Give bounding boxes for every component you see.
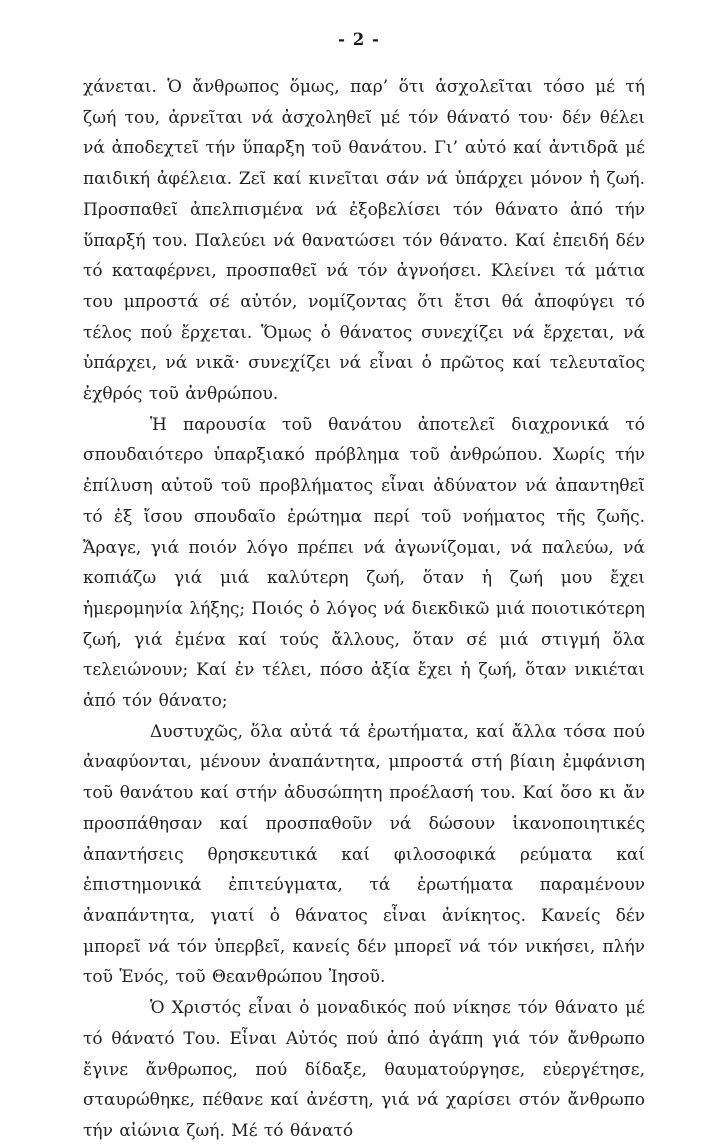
page-body <box>83 72 645 1147</box>
paragraph-3: Δυστυχῶς, ὅλα αὐτά τά ἐρωτήματα, καί ἄλλα τόσα πού ἀναφύονται, μένουν ἀναπάντητα, μπροστά στή βίαιη ἐμφάνιση τοῦ θανάτου καί στήν ἀδυσώπητη προέλασή του. Καί ὅσο κι ἄν προσπάθησαν καί προσπαθοῦν νά δώσουν ἱκανοποιητικές ἀπαντήσεις θρησκευτικά καί φιλοσοφικά ρεύματα καί ἐπιστημονικά ἐπιτεύγματα, τά ἐρωτήματα παραμένουν ἀναπάντητα, γιατί ὁ θάνατος εἶναι ἀνίκητος. Κανείς δέν μπορεῖ νά τόν ὑπερβεῖ, κανείς δέν μπορεῖ νά τόν νικήσει, πλήν τοῦ Ἑνός, τοῦ Θεανθρώπου Ἰησοῦ. <box>83 721 645 988</box>
paragraph-1: χάνεται. Ὁ ἄνθρωπος ὅμως, παρ’ ὅτι ἀσχολεῖται τόσο μέ τή ζωή του, ἀρνεῖται νά ἀσχοληθεῖ μέ τόν θάνατό του· δέν θέλει νά ἀποδεχτεῖ τήν ὕπαρξη τοῦ θανάτου. Γι’ αὐτό καί ἀντιδρᾶ μέ παιδική ἀφέλεια. Ζεῖ καί κινεῖται σάν νά ὑπάρχει μόνον ἡ ζωή. Προσπαθεῖ ἀπελπισμένα νά ἐξοβελίσει τόν θάνατο ἀπό τήν ὕπαρξή του. Παλεύει νά θανατώσει τόν θάνατο. Καί ἐπειδή δέν τό καταφέρνει, προσπαθεῖ νά τόν ἀγνοήσει. Κλείνει τά μάτια του μπροστά σέ αὐτόν, νομίζοντας ὅτι ἔτσι θά ἀποφύγει τό τέλος πού ἔρχεται. Ὅμως ὁ θάνατος συνεχίζει νά ἔρχεται, νά ὑπάρχει, νά νικᾶ· συνεχίζει νά εἶναι ὁ πρῶτος καί τελευταῖος ἐχθρός τοῦ ἀνθρώπου. <box>83 77 645 405</box>
page-number: - 2 - <box>338 30 380 49</box>
paragraph-2: Ἡ παρουσία τοῦ θανάτου ἀποτελεῖ διαχρονικά τό σπουδαιότερο ὑπαρξιακό πρόβλημα τοῦ ἀνθρώπου. Χωρίς τήν ἐπίλυση αὐτοῦ τοῦ προβλήματος εἶναι ἀδύνατον νά ἀπαντηθεῖ τό ἐξ ἴσου σπουδαῖο ἐρώτημα περί τοῦ νοήματος τῆς ζωῆς. Ἄραγε, γιά ποιόν λόγο πρέπει νά ἀγωνίζομαι, νά παλεύω, νά κοπιάζω γιά μιά καλύτερη ζωή, ὅταν ἡ ζωή μου ἔχει ἡμερομηνία λήξης; Ποιός ὁ λόγος νά διεκδικῶ μιά ποιοτικότερη ζωή, γιά ἐμένα καί τούς ἄλλους, ὅταν σέ μιά στιγμή ὅλα τελειώνουν; Καί ἐν τέλει, πόσο ἀξία ἔχει ἡ ζωή, ὅταν νικιέται ἀπό τόν θάνατο; <box>83 414 645 712</box>
paragraph-4: Ὁ Χριστός εἶναι ὁ μοναδικός πού νίκησε τόν θάνατο μέ τό θάνατό Του. Εἶναι Αὐτός πού ἀπό ἀγάπη γιά τόν ἄνθρωπο ἔγινε ἄνθρωπος, πού δίδαξε, θαυματούργησε, εὐεργέτησε, σταυρώθηκε, πέθανε καί ἀνέστη, γιά νά χαρίσει στόν ἄνθρωπο τήν αἰώνια ζωή. Μέ τό θάνατό <box>83 998 645 1141</box>
